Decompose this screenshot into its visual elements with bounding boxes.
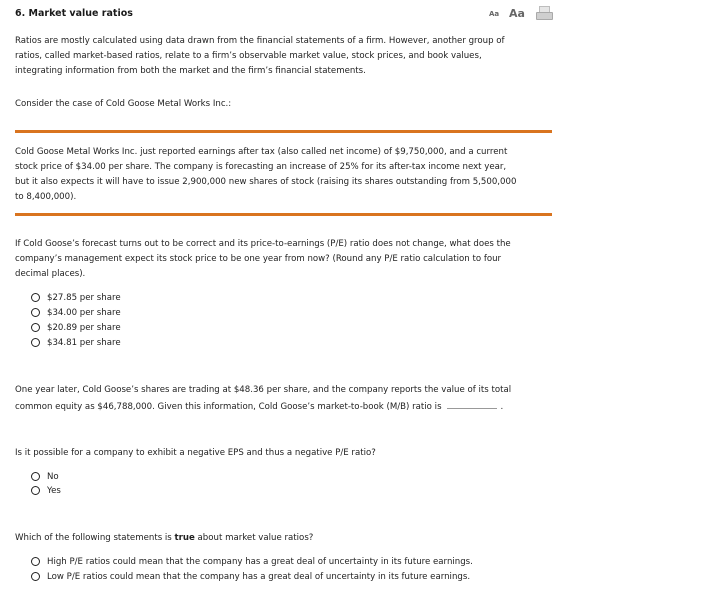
- radio-button[interactable]: [31, 338, 40, 347]
- option-label: High P/E ratios could mean that the company has a great deal of uncertainty in its future earnings.: [47, 556, 473, 567]
- case-line: to 8,400,000).: [15, 192, 77, 202]
- q3-option-yes[interactable]: [31, 483, 61, 498]
- q1-option-4[interactable]: [31, 335, 121, 350]
- option-label: $20.89 per share: [47, 322, 121, 333]
- option-label: No: [47, 471, 59, 482]
- increase-font-button[interactable]: Aa: [509, 7, 525, 20]
- q1-option-1[interactable]: [31, 290, 121, 305]
- option-label: $34.81 per share: [47, 337, 121, 348]
- question-4-text: [15, 531, 313, 546]
- option-label: $34.00 per share: [47, 307, 121, 318]
- decrease-font-button[interactable]: Aa: [489, 10, 500, 18]
- radio-button[interactable]: [31, 486, 40, 495]
- radio-button[interactable]: [31, 293, 40, 302]
- question-line-text: common equity as $46,788,000. Given this information, Cold Goose’s market-to-book (M/B) ratio is: [15, 402, 442, 412]
- option-label: Yes: [47, 485, 61, 496]
- q1-option-3[interactable]: [31, 320, 121, 335]
- intro-line: integrating information from both the market and the firm’s financial statements.: [15, 66, 366, 76]
- radio-button[interactable]: [31, 557, 40, 566]
- question-text-end: about market value ratios?: [194, 533, 314, 543]
- case-line: but it also expects it will have to issue 2,900,000 new shares of stock (raising its shares outstanding from 5,500,000: [15, 177, 517, 187]
- q1-option-2[interactable]: [31, 305, 121, 320]
- radio-button[interactable]: [31, 572, 40, 581]
- intro-paragraph: [15, 34, 505, 79]
- sentence-end: .: [500, 402, 504, 412]
- case-line: stock price of $34.00 per share. The company is forecasting an increase of 25% for its after-tax income next year,: [15, 162, 507, 172]
- option-label: Low P/E ratios could mean that the company has a great deal of uncertainty in its future earnings.: [47, 571, 471, 582]
- case-paragraph: [15, 145, 516, 205]
- question-line: company’s management expect its stock price to be one year from now? (Round any P/E ratio calculation to four: [15, 254, 502, 264]
- question-line: decimal places).: [15, 269, 86, 279]
- radio-button[interactable]: [31, 323, 40, 332]
- q4-option-2[interactable]: [31, 569, 470, 584]
- question-line: If Cold Goose’s forecast turns out to be correct and its price-to-earnings (P/E) ratio does not change, what does the: [15, 239, 511, 249]
- q4-option-1[interactable]: [31, 554, 473, 569]
- question-emphasis: true: [174, 533, 195, 543]
- mb-ratio-answer-blank[interactable]: [447, 398, 497, 409]
- case-line: Cold Goose Metal Works Inc. just reported earnings after tax (also called net income) of $9,750,000, and a current: [15, 147, 508, 157]
- intro-line: Ratios are mostly calculated using data drawn from the financial statements of a firm. However, another group of: [15, 36, 505, 46]
- question-text-start: Which of the following statements is: [15, 533, 175, 543]
- page-title: 6. Market value ratios: [15, 8, 133, 19]
- case-bottom-divider: [15, 213, 552, 216]
- question-line: One year later, Cold Goose’s shares are trading at $48.36 per share, and the company reports the value of its total: [15, 385, 512, 395]
- radio-button[interactable]: [31, 472, 40, 481]
- q3-option-no[interactable]: [31, 469, 59, 484]
- question-line: [15, 398, 511, 415]
- case-top-divider: [15, 130, 552, 133]
- intro-line: ratios, called market-based ratios, relate to a firm’s observable market value, stock prices, and book values,: [15, 51, 482, 61]
- print-icon[interactable]: [536, 6, 553, 20]
- case-intro-text: Consider the case of Cold Goose Metal Works Inc.:: [15, 99, 232, 109]
- option-label: $27.85 per share: [47, 292, 121, 303]
- question-3-text: Is it possible for a company to exhibit a negative EPS and thus a negative P/E ratio?: [15, 448, 376, 458]
- radio-button[interactable]: [31, 308, 40, 317]
- question-1-text: [15, 237, 511, 282]
- question-2-text: [15, 383, 511, 415]
